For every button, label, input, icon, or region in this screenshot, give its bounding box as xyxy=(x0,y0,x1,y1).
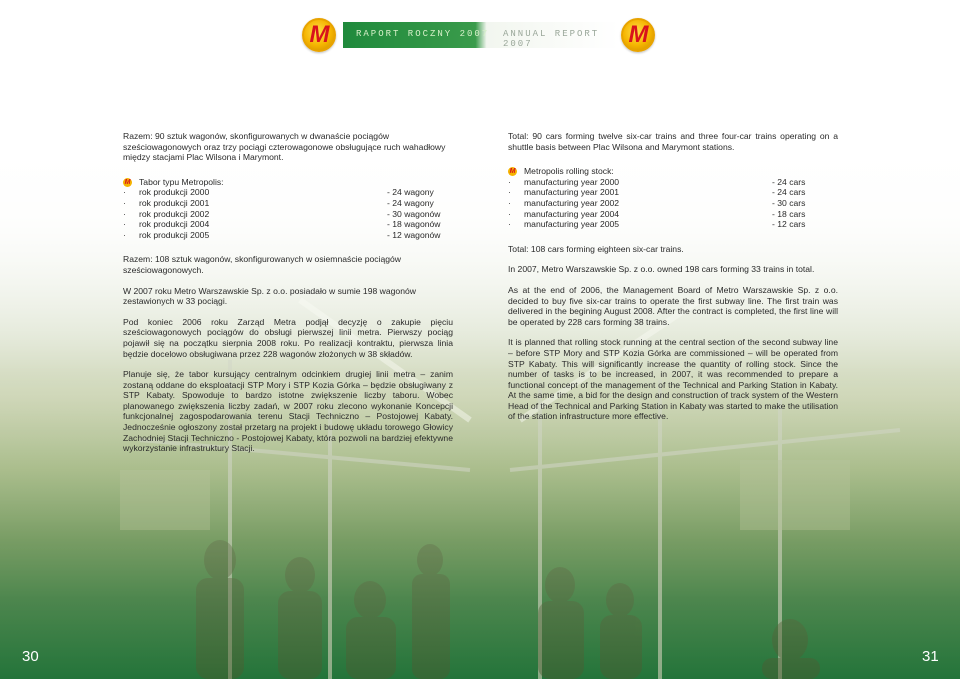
paragraph: Razem: 90 sztuk wagonów, skonfigurowanych w dwanaście pociągów sześciowagonowych oraz trzy pociągi czterowagonowe obsługujące ruch wahadłowy między stacjami Plac Wilsona i Marymont. xyxy=(123,131,446,163)
list-item: · manufacturing year 2001 - 24 cars xyxy=(508,187,838,198)
metro-bullet-icon: M xyxy=(124,178,131,186)
stock-heading xyxy=(123,177,453,188)
logo-letter: M xyxy=(309,21,329,48)
list-item: · rok produkcji 2004 - 18 wagonów xyxy=(123,219,453,230)
stock-heading xyxy=(508,166,838,177)
page-number-left: 30 xyxy=(22,648,39,665)
stock-title: Tabor typu Metropolis: xyxy=(139,176,224,187)
banner-label-polish: RAPORT ROCZNY 2007 xyxy=(356,29,490,39)
list-item: · manufacturing year 2005 - 12 cars xyxy=(508,219,838,230)
list-item: · rok produkcji 2005 - 12 wagonów xyxy=(123,230,453,241)
paragraph: W 2007 roku Metro Warszawskie Sp. z o.o. posiadało w sumie 198 wagonów zestawionych w 33 pociągi. xyxy=(123,285,416,307)
paragraph: It is planned that rolling stock running at the central section of the second subway line – before STP Mory and STP Kozia Górka are commissioned – will be operated from STP Kabaty. This will significantly increase the quantity of rolling stock. Since the number of tasks is to be increased, in 2007, it was recommended to prepare a functional concept of the management of the Technical and Parking Station in Kabaty. At the same time, a bid for the design and construction of track system of the Western Head of the Technical and Parking Station in Kabaty was started to make the utilisation of the station infrastructure more effective. xyxy=(508,337,838,422)
paragraph: Razem: 108 sztuk wagonów, skonfigurowanych w osiemnaście pociągów sześciowagonowych. xyxy=(123,254,402,275)
stock-title: Metropolis rolling stock: xyxy=(524,166,614,177)
metro-bullet-icon: M xyxy=(509,167,516,175)
paragraph: Total: 108 cars forming eighteen six-car trains. xyxy=(508,243,684,254)
paragraph: Pod koniec 2006 roku Zarząd Metra podjął decyzję o zakupie pięciu sześciowagonowych pociągów do obsługi pierwszej linii metra. Pierwszy pociąg pojawił się na początku sierpnia 2008 roku. Po realizacji kontraktu, pierwsza linia będzie docelowo obsługiwana przez 228 wagonów złożonych w 38 składów. xyxy=(123,316,453,359)
paragraph: Total: 90 cars forming twelve six-car trains and three four-car trains operating on a shuttle basis between Plac Wilsona and Marymont stations. xyxy=(508,131,838,152)
stock-list xyxy=(123,187,453,240)
report-banner xyxy=(343,22,619,48)
list-item: · rok produkcji 2001 - 24 wagony xyxy=(123,198,453,209)
paragraph: In 2007, Metro Warszawskie Sp. z o.o. owned 198 cars forming 33 trains in total. xyxy=(508,264,815,275)
list-item: · rok produkcji 2000 - 24 wagony xyxy=(123,187,453,198)
list-item: · manufacturing year 2000 - 24 cars xyxy=(508,177,838,188)
list-item: · manufacturing year 2004 - 18 cars xyxy=(508,209,838,220)
paragraph: Planuje się, że tabor kursujący centralnym odcinkiem drugiej linii metra – zanim zostaną oddane do eksploatacji STP Mory i STP Kozia Górka – będzie obsługiwany z STP Kabaty. Spowoduje to bardzo istotne zwiększenie liczby taboru. Wobec planowanego zwiększenia liczby zadań, w 2007 roku zlecono wykonanie Koncepcji funkcjonalnej zagospodarowania terenu Stacji Techniczno – Postojowej Kabaty. Jednocześnie ogłoszony został przetarg na projekt i budowę układu torowego Głowicy Zachodniej Stacji Techniczno - Postojowej Kabaty, która pozwoli na bardziej efektywne wykorzystanie infrastruktury Stacji. xyxy=(123,369,453,454)
list-item: · manufacturing year 2002 - 30 cars xyxy=(508,198,838,209)
polish-column xyxy=(123,131,453,464)
metro-logo-right xyxy=(621,18,655,52)
banner-label-english: ANNUAL REPORT 2007 xyxy=(503,29,600,49)
english-column xyxy=(508,131,838,432)
metro-logo-left xyxy=(302,18,336,52)
logo-letter: M xyxy=(628,21,648,48)
stock-list xyxy=(508,177,838,230)
paragraph: As at the end of 2006, the Management Board of Metro Warszawskie Sp. z o.o. decided to buy five six-car trains to operate the first subway line. The first train was delivered in the begining August 2008. After the contract is completed, the first line will be operated by 228 cars forming 38 trains. xyxy=(508,284,838,327)
list-item: · rok produkcji 2002 - 30 wagonów xyxy=(123,209,453,220)
page-number-right: 31 xyxy=(922,648,939,665)
